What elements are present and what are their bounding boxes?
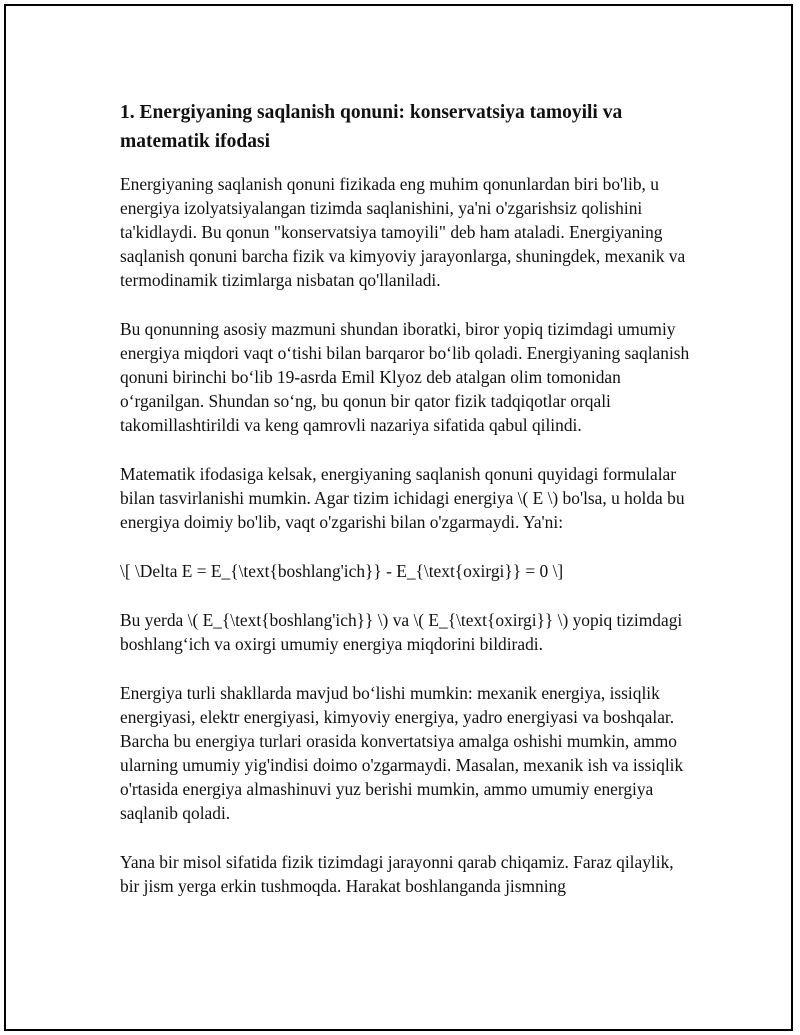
section-heading: 1. Energiyaning saqlanish qonuni: konservatsiya tamoyili va matematik ifodasi <box>120 102 623 152</box>
paragraph-math: Matematik ifodasiga kelsak, energiyaning saqlanish qonuni quyidagi formulalar bilan tasvirlanishi mumkin. Agar tizim ichidagi energiya \( E \) bo'lsa, u holda bu energiya doimiy bo'lib, vaqt o'zgarishi bilan o'zgarmaydi. Ya'ni: <box>120 464 685 532</box>
paragraph-example: Yana bir misol sifatida fizik tizimdagi jarayonni qarab chiqamiz. Faraz qilaylik, bir jism yerga erkin tushmoqda. Harakat boshlanganda jismning <box>120 852 674 896</box>
page-frame <box>4 4 793 1031</box>
document-body <box>120 98 690 923</box>
formula-line: \[ \Delta E = E_{\text{boshlang'ich}} - E_{\text{oxirgi}} = 0 \] <box>120 561 564 581</box>
paragraph-intro: Energiyaning saqlanish qonuni fizikada eng muhim qonunlardan biri bo'lib, u energiya izolyatsiyalangan tizimda saqlanishini, ya'ni o'zgarishsiz qolishini ta'kidlaydi. Bu qonun "konservatsiya tamoyili" deb ham ataladi. Energiyaning saqlanish qonuni barcha fizik va kimyoviy jarayonlarga, shuningdek, mexanik va termodinamik tizimlarga nisbatan qo'llaniladi. <box>120 174 686 290</box>
paragraph-history: Bu qonunning asosiy mazmuni shundan iboratki, biror yopiq tizimdagi umumiy energiya miqdori vaqt oʻtishi bilan barqaror boʻlib qoladi. Energiyaning saqlanish qonuni birinchi boʻlib 19-asrda Emil Klyoz deb atalgan olim tomonidan oʻrganilgan. Shundan soʻng, bu qonun bir qator fizik tadqiqotlar orqali takomillashtirildi va keng qamrovli nazariya sifatida qabul qilindi. <box>120 319 690 435</box>
paragraph-energy-forms: Energiya turli shakllarda mavjud boʻlishi mumkin: mexanik energiya, issiqlik energiyasi, elektr energiyasi, kimyoviy energiya, yadro energiyasi va boshqalar. Barcha bu energiya turlari orasida konvertatsiya amalga oshishi mumkin, ammo ularning umumiy yig'indisi doimo o'zgarmaydi. Masalan, mexanik ish va issiqlik o'rtasida energiya almashinuvi yuz berishi mumkin, ammo umumiy energiya saqlanib qoladi. <box>120 683 684 823</box>
paragraph-formula-explanation: Bu yerda \( E_{\text{boshlang'ich}} \) va \( E_{\text{oxirgi}} \) yopiq tizimdagi boshlangʻich va oxirgi umumiy energiya miqdorini bildiradi. <box>120 610 683 654</box>
